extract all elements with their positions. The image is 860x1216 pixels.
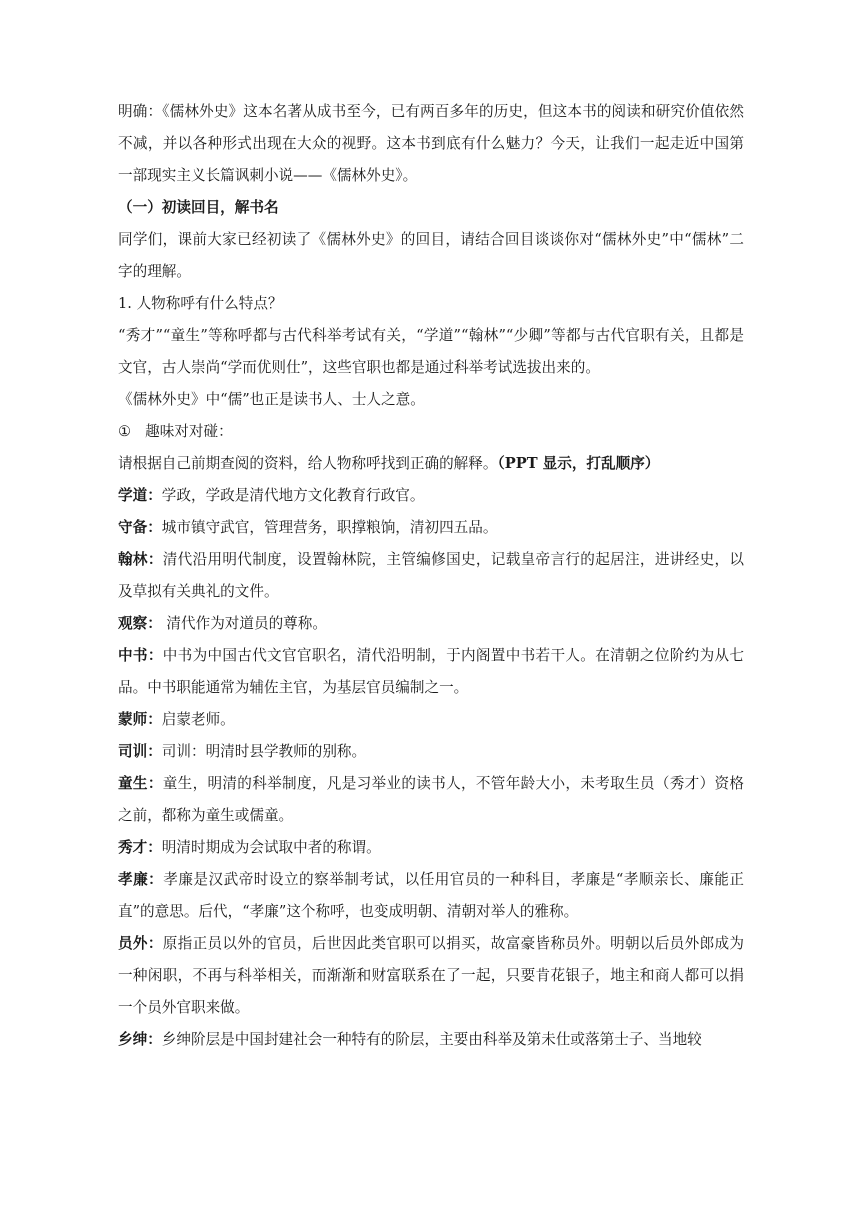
- terms-list: [118, 480, 744, 1056]
- term-entry: [118, 704, 744, 736]
- question-1-answer: “秀才”“童生”等称呼都与古代科举考试有关，“学道”“翰林”“少卿”等都与古代官职有关，且都是文官，古人崇尚“学而优则仕”，这些官职也都是通过科举考试选拔出来的。: [118, 327, 744, 376]
- section-heading: （一）初读回目，解书名: [118, 199, 279, 216]
- activity-title-line: [118, 416, 744, 448]
- activity-title: 趣味对对碰：: [145, 423, 233, 440]
- term-definition: 城市镇守武官，管理营务，职撑粮饷，清初四五品。: [161, 519, 498, 536]
- activity-instruction: 请根据自己前期查阅的资料，给人物称呼找到正确的解释。: [118, 455, 498, 472]
- term-label: 守备：: [118, 519, 162, 536]
- term-label: 蒙师：: [118, 711, 162, 728]
- term-definition: 司训：明清时县学教师的别称。: [161, 743, 367, 760]
- term-label: 司训：: [118, 743, 162, 760]
- term-entry: [118, 736, 744, 768]
- term-definition: 童生，明清的科举制度，凡是习举业的读书人，不管年龄大小，未考取生员（秀才）资格之前，都称为童生或儒童。: [118, 775, 744, 824]
- term-label: 孝廉：: [118, 871, 164, 888]
- term-entry: [118, 480, 744, 512]
- term-definition: 原指正员以外的官员，后世因此类官职可以捐买，故富豪皆称员外。明朝以后员外郎成为一种闲职，不再与科举相关，而渐渐和财富联系在了一起，只要肯花银子，地主和商人都可以捐一个员外官职来做。: [118, 935, 744, 1016]
- term-definition: 孝廉是汉武帝时设立的察举制考试，以任用官员的一种科目，孝廉是“孝顺亲长、廉能正直”的意思。后代，“孝廉”这个称呼，也变成明朝、清朝对举人的雅称。: [118, 871, 744, 920]
- term-definition: 学政，学政是清代地方文化教育行政官。: [161, 487, 425, 504]
- term-label: 乡绅：: [118, 1031, 162, 1048]
- question-1-conclusion: 《儒林外史》中“儒”也正是读书人、士人之意。: [118, 391, 425, 408]
- question-1: 1. 人物称呼有什么特点？: [118, 295, 283, 312]
- term-label: 中书：: [118, 647, 163, 664]
- term-label: 童生：: [118, 775, 163, 792]
- term-label: 学道：: [118, 487, 162, 504]
- term-label: 秀才：: [118, 839, 162, 856]
- document-page: [118, 96, 744, 1056]
- term-label: 员外：: [118, 935, 163, 952]
- term-entry: [118, 640, 744, 704]
- term-definition: 中书为中国古代文官官职名，清代沿明制，于内阁置中书若干人。在清朝之位阶约为从七品。中书职能通常为辅佐主官，为基层官员编制之一。: [118, 647, 744, 696]
- term-entry: [118, 544, 744, 608]
- activity-note: （PPT 显示，打乱顺序）: [497, 455, 660, 472]
- term-definition: 启蒙老师。: [161, 711, 235, 728]
- term-entry: [118, 928, 744, 1024]
- term-entry: [118, 512, 744, 544]
- intro-paragraph: 明确：《儒林外史》这本名著从成书至今，已有两百多年的历史，但这本书的阅读和研究价值依然不减，并以各种形式出现在大众的视野。这本书到底有什么魅力？今天，让我们一起走近中国第一部现实主义长篇讽刺小说——《儒林外史》。: [118, 103, 744, 184]
- term-label: 翰林：: [118, 551, 163, 568]
- term-entry: [118, 608, 744, 640]
- term-definition: 乡绅阶层是中国封建社会一种特有的阶层，主要由科举及第未仕或落第士子、当地较: [161, 1031, 702, 1048]
- term-entry: [118, 864, 744, 928]
- term-definition: 明清时期成为会试取中者的称谓。: [161, 839, 381, 856]
- term-entry: [118, 832, 744, 864]
- activity-instruction-line: [118, 448, 744, 480]
- term-label: 观察：: [118, 615, 162, 632]
- term-entry: [118, 768, 744, 832]
- term-entry: [118, 1024, 744, 1056]
- circled-number-marker: ①: [118, 423, 132, 440]
- section-paragraph: 同学们，课前大家已经初读了《儒林外史》的回目，请结合回目谈谈你对“儒林外史”中“儒林”二字的理解。: [118, 231, 744, 280]
- term-definition: 清代沿用明代制度，设置翰林院，主管编修国史，记载皇帝言行的起居注，进讲经史，以及草拟有关典礼的文件。: [118, 551, 744, 600]
- term-definition: 清代作为对道员的尊称。: [161, 615, 327, 632]
